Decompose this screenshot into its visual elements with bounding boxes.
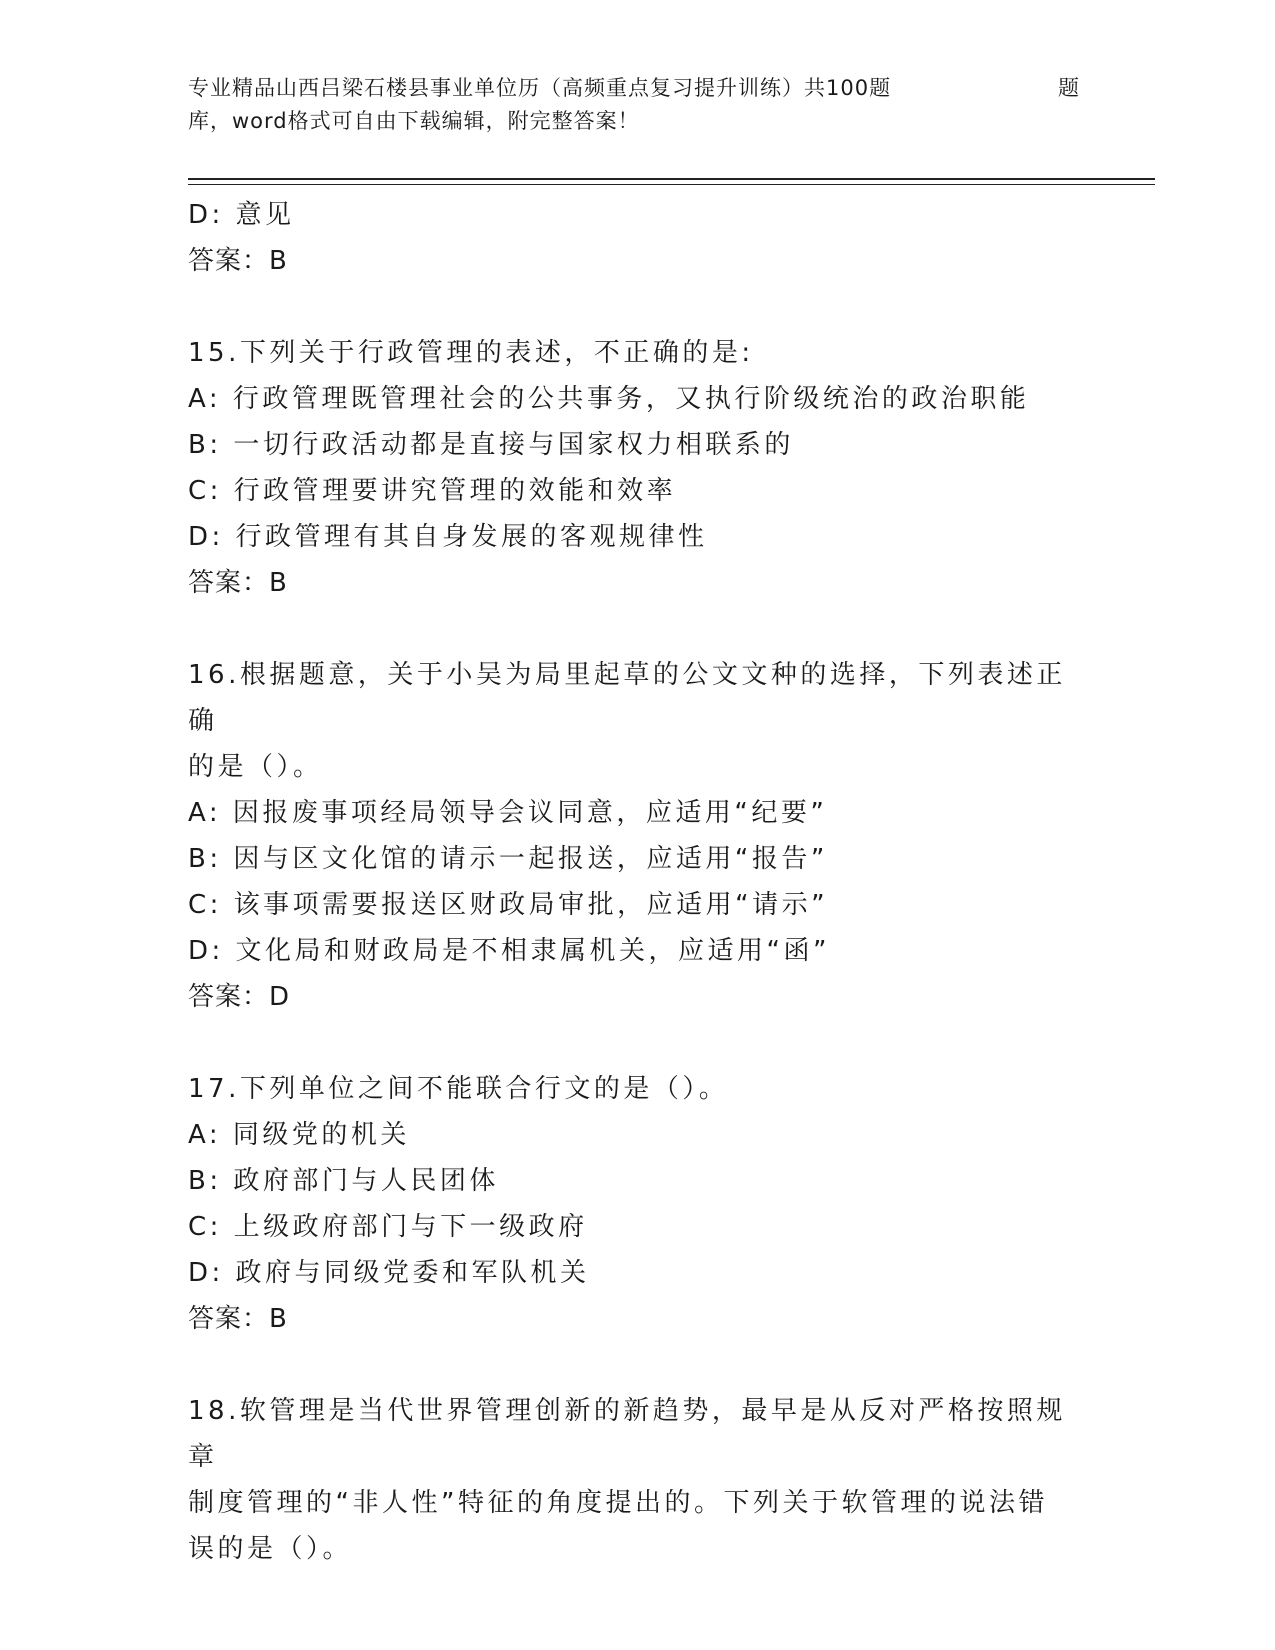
q16-option-d: D: 文化局和财政局是不相隶属机关，应适用“函”: [188, 936, 830, 966]
q17-option-b: B: 政府部门与人民团体: [188, 1166, 499, 1196]
q15-answer: 答案：B: [188, 568, 288, 598]
q18-stem-line-1: 18.软管理是当代世界管理创新的新趋势，最早是从反对严格按照规章: [188, 1396, 1066, 1472]
q18-stem-line-3: 误的是（）。: [188, 1534, 353, 1564]
q17-option-a: A: 同级党的机关: [188, 1120, 410, 1150]
q14-option-d: D: 意见: [188, 200, 295, 230]
q15-option-d: D: 行政管理有其自身发展的客观规律性: [188, 522, 708, 552]
q18-stem-line-2: 制度管理的“非人性”特征的角度提出的。下列关于软管理的说法错: [188, 1488, 1048, 1518]
header-line-1: 专业精品山西吕梁石楼县事业单位历（高频重点复习提升训练）共100题: [188, 76, 892, 100]
q17-option-d: D: 政府与同级党委和军队机关: [188, 1258, 590, 1288]
header-rule-thick: [188, 178, 1155, 180]
q17-option-c: C: 上级政府部门与下一级政府: [188, 1212, 588, 1242]
q16-option-b: B: 因与区文化馆的请示一起报送，应适用“报告”: [188, 844, 828, 874]
q16-answer: 答案：D: [188, 982, 291, 1012]
question-17: [188, 1066, 1088, 1342]
question-16: [188, 652, 1088, 1020]
document-body: [188, 192, 1088, 1572]
q16-option-a: A: 因报废事项经局领导会议同意，应适用“纪要”: [188, 798, 828, 828]
q16-option-c: C: 该事项需要报送区财政局审批，应适用“请示”: [188, 890, 829, 920]
header-rule-thin: [188, 184, 1155, 185]
header-line-1-extra: 题: [1058, 76, 1080, 100]
q14-answer: 答案：B: [188, 246, 288, 276]
q15-stem: 15.下列关于行政管理的表述，不正确的是:: [188, 338, 754, 368]
q17-answer: 答案：B: [188, 1304, 288, 1334]
q16-stem-line-1: 16.根据题意，关于小吴为局里起草的公文文种的选择，下列表述正确: [188, 660, 1066, 736]
question-18: [188, 1388, 1088, 1572]
q15-option-c: C: 行政管理要讲究管理的效能和效率: [188, 476, 677, 506]
q17-stem: 17.下列单位之间不能联合行文的是（）。: [188, 1074, 729, 1104]
question-15: [188, 330, 1088, 606]
q16-stem-line-2: 的是（）。: [188, 752, 323, 782]
q15-option-b: B: 一切行政活动都是直接与国家权力相联系的: [188, 430, 794, 460]
page-header: [188, 72, 1088, 138]
q15-option-a: A: 行政管理既管理社会的公共事务，又执行阶级统治的政治职能: [188, 384, 1030, 414]
header-line-2: 库，word格式可自由下载编辑，附完整答案！: [188, 109, 640, 133]
